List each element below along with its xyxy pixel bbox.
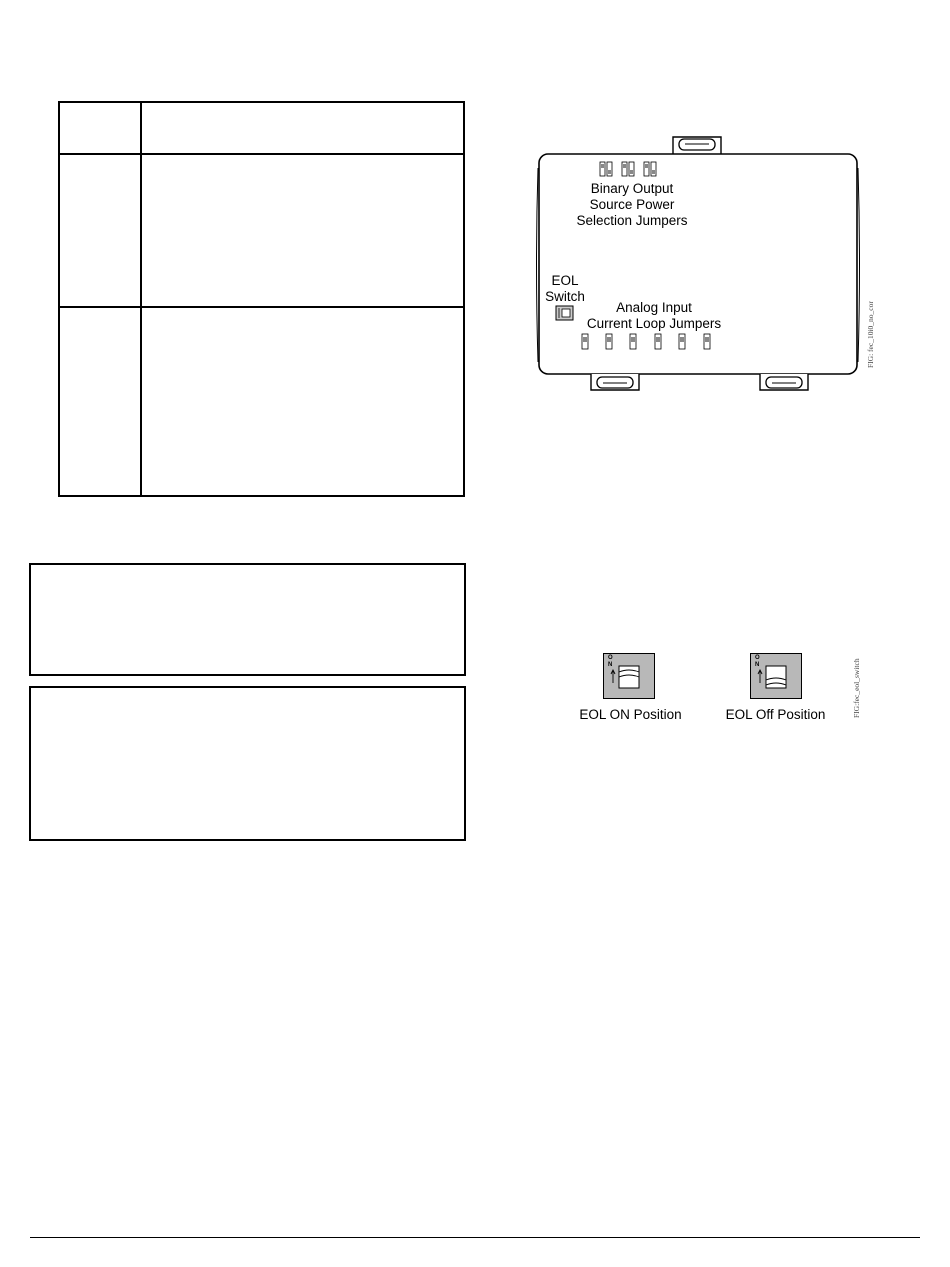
eol-on-label: EOL ON Position [579, 707, 682, 722]
eol-switch-icon [556, 306, 573, 320]
table-header-divider [60, 153, 463, 155]
eol-figure-id: FIG:fec_eol_switch [852, 658, 861, 718]
controller-board-figure [535, 128, 865, 393]
binary-output-label: Binary Output Source Power Selection Jumpers [576, 181, 688, 228]
board-figure-id: FIG: fec_10i0_no_cor [866, 301, 875, 368]
footer-rule [30, 1237, 920, 1238]
table-column-divider [140, 103, 142, 495]
settings-table [58, 101, 465, 497]
switch-marking-n: N [755, 662, 760, 668]
top-mounting-tab-icon [673, 137, 721, 154]
bottom-right-mounting-tab-icon [760, 374, 808, 390]
switch-marking-o: O [755, 655, 760, 661]
analog-input-label: Analog Input Current Loop Jumpers [586, 300, 722, 331]
switch-marking-o: O [608, 655, 613, 661]
eol-switch-label: EOL Switch [545, 273, 585, 304]
note-box [29, 563, 466, 676]
table-row-divider [60, 306, 463, 308]
switch-marking-n: N [608, 662, 613, 668]
eol-off-switch [750, 653, 802, 699]
eol-on-switch [603, 653, 655, 699]
eol-off-label: EOL Off Position [725, 707, 826, 722]
controller-board-drawing [535, 128, 865, 393]
bottom-left-mounting-tab-icon [591, 374, 639, 390]
caution-box [29, 686, 466, 841]
